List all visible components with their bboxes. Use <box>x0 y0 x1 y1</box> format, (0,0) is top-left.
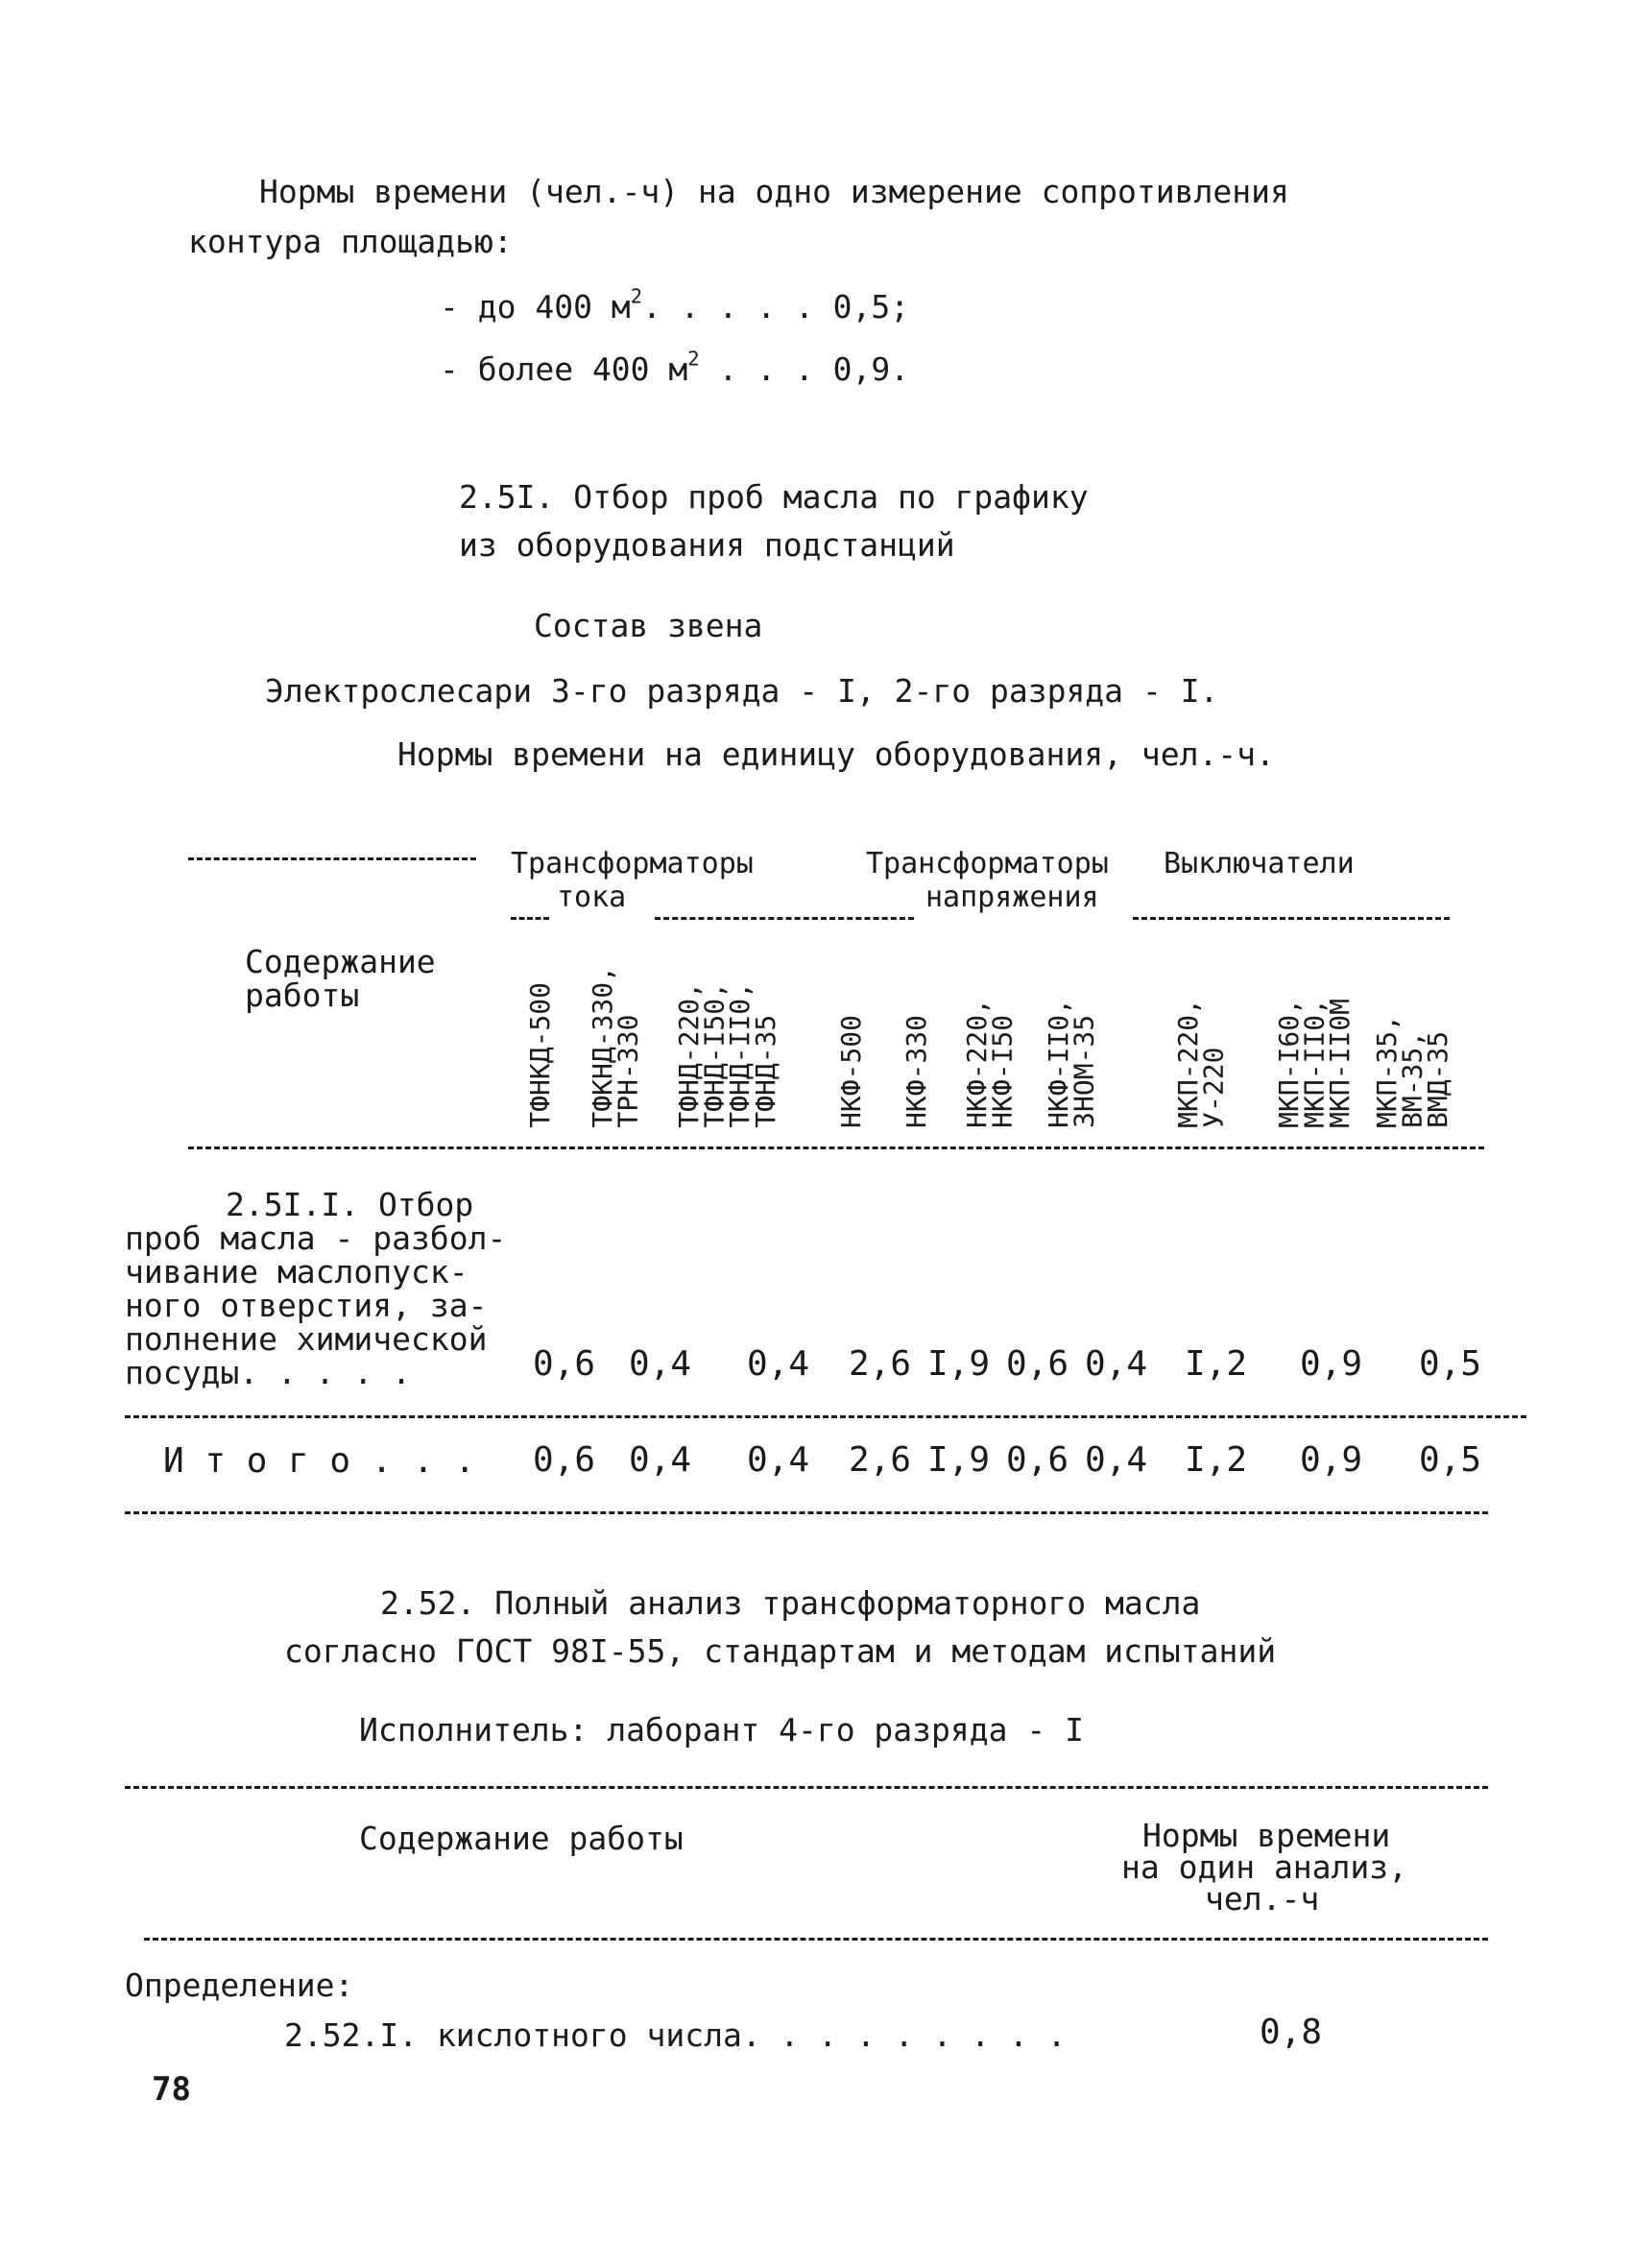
intro-item-1-sup: 2 <box>630 284 642 308</box>
header-content-2: работы <box>245 977 360 1014</box>
column-header-9: МКП-I60, МКП-II0, МКП-II0М <box>1273 999 1357 1128</box>
group-voltage-transformers: Трансформаторы <box>866 847 1109 881</box>
group-current-sub: тока <box>557 881 627 914</box>
row1-value-8: I,2 <box>1185 1344 1248 1384</box>
row-label-line-3: чивание маслопуск- <box>125 1253 468 1291</box>
column-header-3: ТФНД-220, ТФНД-I50, ТФНД-II0, ТФНД-35 <box>673 982 781 1128</box>
column-header-6: НКФ-220, НКФ-I50 <box>961 999 1019 1128</box>
intro-item-2 <box>440 347 910 389</box>
intro-item-2-post: . . . 0,9. <box>699 350 910 388</box>
table2-row1-label: 2.52.I. кислотного числа. . . . . . . . . <box>284 2016 1067 2054</box>
section-251-title-1: 2.5I. Отбор проб масла по графику <box>459 478 1089 516</box>
table2-col-norms-1: Нормы времени <box>1142 1817 1391 1854</box>
crew-heading: Состав звена <box>534 607 763 644</box>
table-bottom-rule <box>125 1511 1488 1514</box>
total-value-7: 0,4 <box>1085 1440 1148 1480</box>
total-value-3: 0,4 <box>747 1440 810 1480</box>
row-label-line-5: полнение химической <box>125 1320 488 1358</box>
crew-line: Электрослесари 3-го разряда - I, 2-го разряда - I. <box>265 672 1219 710</box>
row1-value-1: 0,6 <box>533 1344 596 1384</box>
executor-line: Исполнитель: лаборант 4-го разряда - I <box>359 1711 1084 1749</box>
intro-item-2-pre: - более 400 м <box>440 350 688 388</box>
column-header-1: ТФНКД-500 <box>524 982 556 1128</box>
row1-value-9: 0,9 <box>1300 1344 1363 1384</box>
row1-value-5: I,9 <box>927 1344 991 1384</box>
group-voltage-sub: напряжения <box>925 881 1099 914</box>
row1-value-10: 0,5 <box>1419 1344 1482 1384</box>
row1-value-7: 0,4 <box>1085 1344 1148 1384</box>
row-label-line-6: посуды. . . . . <box>125 1354 412 1391</box>
group-sub-rule-3 <box>1133 917 1450 920</box>
table-header-rule <box>188 1146 1484 1149</box>
total-value-2: 0,4 <box>629 1440 692 1480</box>
row1-value-6: 0,6 <box>1006 1344 1069 1384</box>
group-sub-rule-2 <box>655 917 914 920</box>
table-row-rule <box>125 1415 1526 1418</box>
intro-item-2-sup: 2 <box>687 347 700 371</box>
column-header-10: МКП-35, ВМ-35, ВМД-35 <box>1371 1014 1454 1128</box>
intro-line-1: Нормы времени (чел.-ч) на одно измерение сопротивления <box>259 173 1289 210</box>
section-252-title-2: согласно ГОСТ 98I-55, стандартам и методам испытаний <box>284 1632 1277 1670</box>
page-number: 78 <box>152 2070 191 2109</box>
column-header-4: НКФ-500 <box>835 1014 867 1128</box>
total-value-9: 0,9 <box>1300 1440 1363 1480</box>
table2-col-norms-2: на один анализ, <box>1121 1848 1408 1886</box>
row1-value-2: 0,4 <box>629 1344 692 1384</box>
total-value-6: 0,6 <box>1006 1440 1069 1480</box>
row-label-line-4: ного отверстия, за- <box>125 1287 488 1324</box>
group-sub-rule-1 <box>511 917 549 920</box>
intro-item-1 <box>440 284 910 326</box>
column-header-8: МКП-220, У-220 <box>1172 999 1230 1128</box>
section-252-title-1: 2.52. Полный анализ трансформаторного масла <box>380 1584 1201 1622</box>
table2-col-content: Содержание работы <box>359 1820 684 1857</box>
table-top-rule-left <box>188 857 476 860</box>
table2-row1-value: 0,8 <box>1260 2013 1323 2052</box>
row-label-line-2: проб масла - разбол- <box>125 1219 507 1257</box>
group-breakers: Выключатели <box>1164 847 1355 881</box>
column-header-7: НКФ-II0, ЗНОМ-35 <box>1043 999 1100 1128</box>
total-value-4: 2,6 <box>849 1440 912 1480</box>
section-251-title-2: из оборудования подстанций <box>459 526 955 564</box>
intro-line-2: контура площадью: <box>188 223 513 260</box>
norms-caption: Нормы времени на единицу оборудования, чел.-ч. <box>397 736 1275 773</box>
row1-value-3: 0,4 <box>747 1344 810 1384</box>
total-value-5: I,9 <box>927 1440 991 1480</box>
intro-item-1-pre: - до 400 м <box>440 288 631 326</box>
column-header-5: НКФ-330 <box>901 1014 932 1128</box>
total-label: И т о г о . . . <box>163 1441 476 1481</box>
table2-top-rule <box>125 1786 1488 1789</box>
intro-item-1-post: . . . . . 0,5; <box>642 288 910 326</box>
total-value-8: I,2 <box>1185 1440 1248 1480</box>
table2-header-rule <box>144 1938 1488 1941</box>
total-value-1: 0,6 <box>533 1440 596 1480</box>
group-current-transformers: Трансформаторы <box>511 847 754 881</box>
total-value-10: 0,5 <box>1419 1440 1482 1480</box>
row1-value-4: 2,6 <box>849 1344 912 1384</box>
row-label-line-1: 2.5I.I. Отбор <box>226 1186 474 1223</box>
table2-col-norms-3: чел.-ч <box>1205 1880 1320 1918</box>
header-content-1: Содержание <box>245 943 436 980</box>
column-header-2: ТФКНД-330, ТРН-330 <box>587 966 644 1128</box>
table2-group-label: Определение: <box>125 1966 354 2004</box>
